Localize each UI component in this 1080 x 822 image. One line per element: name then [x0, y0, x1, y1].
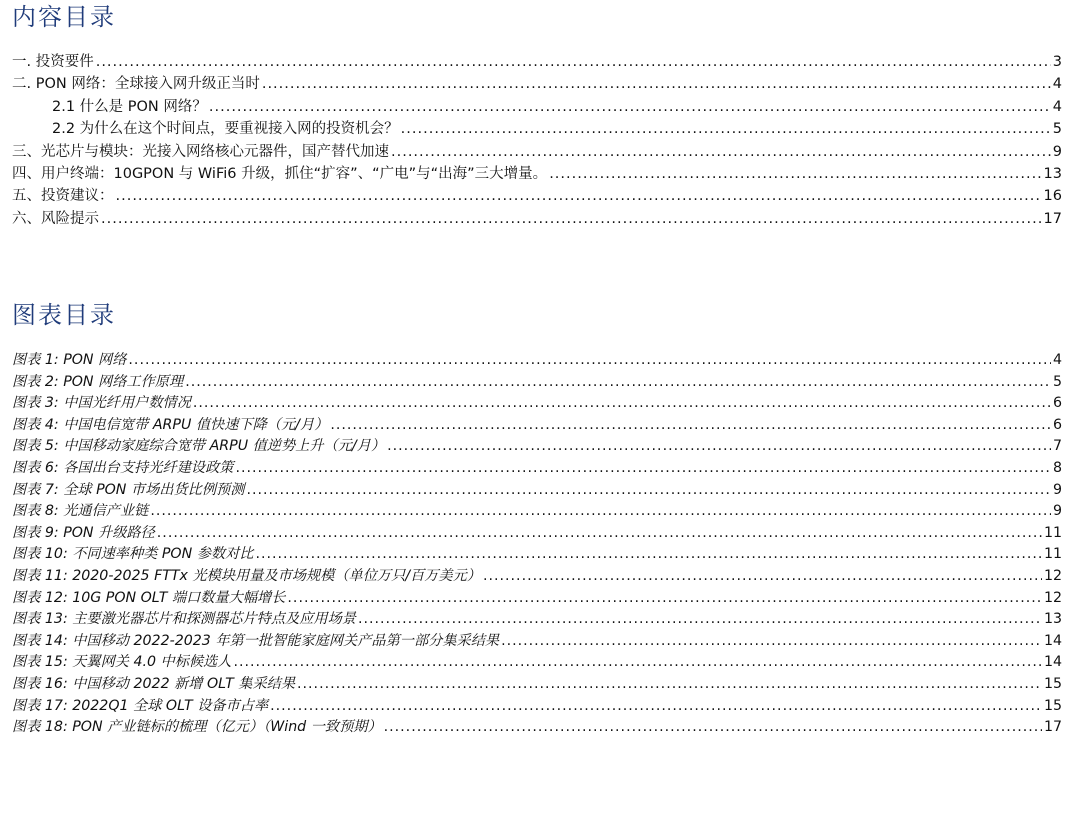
- dot-leader: [96, 51, 1051, 73]
- toc-entry-page-number[interactable]: 3: [1052, 54, 1062, 70]
- dot-leader: [185, 372, 1051, 394]
- toc-entry-label[interactable]: 五、投资建议：: [12, 188, 114, 205]
- figure-entry[interactable]: [12, 544, 1062, 566]
- dot-leader: [193, 393, 1051, 415]
- dot-leader: [128, 350, 1051, 372]
- figure-entry[interactable]: [12, 717, 1062, 739]
- toc-entry-label[interactable]: 图表 8: 光通信产业链: [12, 503, 149, 520]
- dot-leader: [157, 523, 1042, 545]
- contents-list: [12, 51, 1062, 230]
- figure-entry[interactable]: [12, 523, 1062, 545]
- figure-entry[interactable]: [12, 480, 1062, 502]
- toc-entry-label[interactable]: 六、风险提示: [12, 210, 99, 227]
- toc-entry-label[interactable]: 2.1 什么是 PON 网络？: [52, 98, 207, 115]
- toc-entry-page-number[interactable]: 5: [1052, 373, 1062, 390]
- dot-leader: [297, 674, 1042, 696]
- figure-entry[interactable]: [12, 609, 1062, 631]
- toc-entry-label[interactable]: 二. PON 网络：全球接入网升级正当时: [12, 76, 260, 93]
- toc-entry-label[interactable]: 2.2 为什么在这个时间点，要重视接入网的投资机会？: [52, 121, 399, 138]
- toc-entry-label[interactable]: 三、光芯片与模块：光接入网络核心元器件，国产替代加速: [12, 143, 389, 160]
- toc-entry-label[interactable]: 图表 18: PON 产业链标的梳理（亿元）（Wind 一致预期）: [12, 719, 382, 736]
- toc-entry-label[interactable]: 图表 10: 不同速率种类 PON 参数对比: [12, 546, 254, 563]
- toc-entry-label[interactable]: 图表 3: 中国光纤用户数情况: [12, 395, 191, 412]
- toc-entry-label[interactable]: 图表 11: 2020-2025 FTTx 光模块用量及市场规模（单位万只/百万美元）: [12, 567, 481, 584]
- toc-entry-page-number[interactable]: 17: [1043, 719, 1062, 736]
- figure-entry[interactable]: [12, 458, 1062, 480]
- toc-entry-label[interactable]: 图表 1: PON 网络: [12, 352, 127, 368]
- toc-entry-label[interactable]: 图表 12: 10G PON OLT 端口数量大幅增长: [12, 589, 286, 606]
- toc-entry-page-number[interactable]: 13: [1043, 611, 1062, 628]
- toc-entry-page-number[interactable]: 7: [1052, 438, 1062, 455]
- toc-entry-label[interactable]: 图表 5: 中国移动家庭综合宽带 ARPU 值逆势上升（元/月）: [12, 438, 386, 455]
- toc-entry-label[interactable]: 图表 2: PON 网络工作原理: [12, 373, 184, 390]
- figure-entry[interactable]: [12, 652, 1062, 674]
- dot-leader: [150, 501, 1051, 523]
- figure-entry[interactable]: [12, 350, 1062, 372]
- toc-entry-label[interactable]: 图表 13: 主要激光器芯片和探测器芯片特点及应用场景: [12, 611, 356, 628]
- toc-entry-label[interactable]: 图表 15: 天翼网关 4.0 中标候选人: [12, 654, 232, 671]
- contents-entry[interactable]: [12, 185, 1062, 207]
- dot-leader: [401, 118, 1051, 140]
- dot-leader: [387, 436, 1051, 458]
- toc-entry-page-number[interactable]: 14: [1043, 632, 1062, 649]
- dot-leader: [246, 480, 1051, 502]
- dot-leader: [501, 631, 1042, 653]
- dot-leader: [330, 415, 1051, 437]
- contents-entry[interactable]: [12, 96, 1062, 118]
- toc-entry-label[interactable]: 图表 4: 中国电信宽带 ARPU 值快速下降（元/月）: [12, 416, 329, 433]
- toc-entry-page-number[interactable]: 4: [1052, 352, 1062, 368]
- toc-entry-label[interactable]: 一. 投资要件: [12, 54, 94, 70]
- toc-entry-page-number[interactable]: 11: [1043, 546, 1062, 563]
- dot-leader: [235, 458, 1051, 480]
- toc-entry-label[interactable]: 图表 7: 全球 PON 市场出货比例预测: [12, 481, 245, 498]
- contents-entry[interactable]: [12, 73, 1062, 95]
- dot-leader: [116, 185, 1042, 207]
- toc-entry-page-number[interactable]: 13: [1043, 166, 1062, 183]
- dot-leader: [209, 96, 1051, 118]
- toc-entry-label[interactable]: 图表 17: 2022Q1 全球 OLT 设备市占率: [12, 697, 269, 714]
- figure-entry[interactable]: [12, 436, 1062, 458]
- figure-entry[interactable]: [12, 566, 1062, 588]
- dot-leader: [483, 566, 1042, 588]
- contents-entry[interactable]: [12, 141, 1062, 163]
- contents-entry[interactable]: [12, 118, 1062, 140]
- figure-entry[interactable]: [12, 372, 1062, 394]
- dot-leader: [262, 73, 1051, 95]
- contents-heading: 内容目录: [12, 3, 116, 31]
- figure-entry[interactable]: [12, 501, 1062, 523]
- toc-entry-page-number[interactable]: 8: [1052, 459, 1062, 476]
- toc-entry-page-number[interactable]: 9: [1052, 143, 1062, 160]
- dot-leader: [391, 141, 1051, 163]
- toc-entry-page-number[interactable]: 14: [1043, 654, 1062, 671]
- figures-heading: 图表目录: [12, 301, 116, 329]
- figure-entry[interactable]: [12, 631, 1062, 653]
- dot-leader: [234, 652, 1042, 674]
- toc-entry-page-number[interactable]: 6: [1052, 416, 1062, 433]
- dot-leader: [270, 696, 1042, 718]
- figure-entry[interactable]: [12, 674, 1062, 696]
- figure-entry[interactable]: [12, 415, 1062, 437]
- toc-entry-page-number[interactable]: 15: [1043, 697, 1062, 714]
- contents-entry[interactable]: [12, 51, 1062, 73]
- toc-entry-page-number[interactable]: 15: [1043, 675, 1062, 692]
- dot-leader: [384, 717, 1042, 739]
- dot-leader: [255, 544, 1041, 566]
- dot-leader: [101, 208, 1042, 230]
- toc-entry-label[interactable]: 四、用户终端：10GPON 与 WiFi6 升级，抓住“扩容”、“广电”与“出海”三大增量。: [12, 166, 548, 183]
- toc-entry-page-number[interactable]: 12: [1043, 567, 1062, 584]
- toc-entry-label[interactable]: 图表 16: 中国移动 2022 新增 OLT 集采结果: [12, 675, 296, 692]
- contents-entry[interactable]: [12, 208, 1062, 230]
- toc-entry-label[interactable]: 图表 6: 各国出台支持光纤建设政策: [12, 459, 234, 476]
- figure-entry[interactable]: [12, 393, 1062, 415]
- figure-entry[interactable]: [12, 588, 1062, 610]
- toc-entry-page-number[interactable]: 9: [1052, 503, 1062, 520]
- toc-entry-page-number[interactable]: 9: [1052, 481, 1062, 498]
- toc-entry-page-number[interactable]: 16: [1043, 188, 1062, 205]
- figure-entry[interactable]: [12, 696, 1062, 718]
- contents-entry[interactable]: [12, 163, 1062, 185]
- toc-entry-page-number[interactable]: 6: [1052, 395, 1062, 412]
- dot-leader: [358, 609, 1042, 631]
- dot-leader: [549, 163, 1041, 185]
- toc-entry-page-number[interactable]: 5: [1052, 121, 1062, 138]
- dot-leader: [287, 588, 1042, 610]
- toc-entry-page-number[interactable]: 17: [1043, 210, 1062, 227]
- toc-entry-page-number[interactable]: 4: [1052, 76, 1062, 93]
- figures-list: [12, 350, 1062, 739]
- toc-entry-label[interactable]: 图表 9: PON 升级路径: [12, 524, 155, 541]
- toc-entry-page-number[interactable]: 12: [1043, 589, 1062, 606]
- toc-entry-page-number[interactable]: 11: [1043, 524, 1062, 541]
- toc-entry-label[interactable]: 图表 14: 中国移动 2022-2023 年第一批智能家庭网关产品第一部分集采结果: [12, 632, 500, 649]
- toc-entry-page-number[interactable]: 4: [1052, 98, 1062, 115]
